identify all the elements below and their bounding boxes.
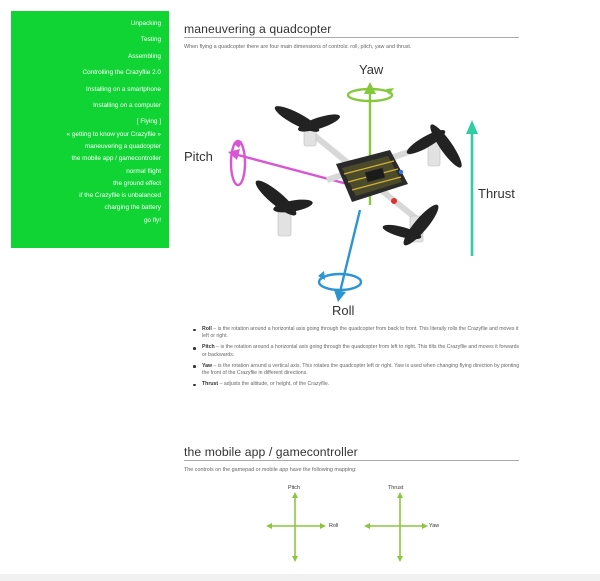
thrust-arrowhead bbox=[466, 120, 478, 134]
section-intro-maneuvering: When flying a quadcopter there are four main dimensions of controls: roll, pitch, yaw and thrust. bbox=[184, 44, 412, 50]
left-stick-pitch-label: Pitch bbox=[288, 485, 300, 491]
roll-axis-arrowhead bbox=[334, 290, 346, 302]
quadcopter-body bbox=[252, 102, 466, 249]
right-stick-yaw-label: Yaw bbox=[429, 523, 440, 529]
left-stick-roll-label: Roll bbox=[329, 523, 339, 529]
nav-item-mobile-app[interactable]: the mobile app / gamecontroller bbox=[71, 155, 161, 163]
nav-item-maneuvering[interactable]: maneuvering a quadcopter bbox=[84, 142, 161, 150]
right-stick-thrust-label: Thrust bbox=[388, 485, 404, 491]
nav-item-charging[interactable]: charging the battery bbox=[104, 204, 161, 212]
pitch-label: Pitch bbox=[184, 149, 213, 164]
left-stick-cross bbox=[266, 492, 326, 562]
list-item-roll: Roll – is the rotation around a horizontal axis going through the quadcopter from back to front. This literally rolls the Crazyflie and moves it left or right. bbox=[198, 326, 523, 341]
section-title-mobile-app: the mobile app / gamecontroller bbox=[184, 445, 519, 461]
nav-item-assembling[interactable]: Assembling bbox=[127, 52, 161, 60]
thrust-label: Thrust bbox=[478, 186, 515, 201]
list-item-yaw: Yaw – is the rotation around a vertical axis. This rotates the quadcopter left or right. Yaw is used when changing flying direction by pionting the front of the Crazyflie in different directions. bbox=[198, 363, 523, 378]
pitch-axis-arrowhead bbox=[228, 149, 240, 160]
bottom-bar bbox=[0, 574, 600, 581]
section-title-maneuvering: maneuvering a quadcopter bbox=[184, 22, 519, 38]
quadcopter-diagram bbox=[184, 60, 519, 320]
roll-axis-line bbox=[340, 210, 360, 292]
nav-item-unpacking[interactable]: Unpacking bbox=[130, 20, 161, 27]
nav-item-unbalanced[interactable]: if the Crazyflie is unbalanced bbox=[79, 192, 161, 200]
controls-list bbox=[198, 326, 523, 392]
nav-item-getting-to-know[interactable]: « getting to know your Crazyflie » bbox=[66, 130, 161, 138]
nav-item-go-fly[interactable]: go fly! bbox=[143, 216, 161, 224]
sidebar-nav bbox=[11, 11, 169, 248]
nav-item-installing-computer[interactable]: Installing on a computer bbox=[93, 101, 161, 109]
yaw-label: Yaw bbox=[359, 62, 384, 77]
roll-label: Roll bbox=[332, 303, 355, 318]
nav-item-flying[interactable]: [ Flying ] bbox=[136, 118, 161, 126]
section-intro-mobile-app: The controls on the gamepad or mobile app have the following mapping: bbox=[184, 467, 357, 473]
list-item-pitch: Pitch – is the rotation around a horizontal axis going through the quadcopter from left to right. This tilts the Crazyflie and moves it forwards or backwards. bbox=[198, 344, 523, 359]
nav-item-normal-flight[interactable]: normal flight bbox=[126, 167, 161, 175]
nav-item-testing[interactable]: Testing bbox=[140, 36, 161, 44]
nav-item-controlling[interactable]: Controlling the Crazyflie 2.0 bbox=[82, 69, 161, 77]
nav-item-installing-smartphone[interactable]: Installing on a smartphone bbox=[86, 85, 161, 93]
right-stick-cross bbox=[364, 492, 428, 562]
nav-item-ground-effect[interactable]: the ground effect bbox=[113, 179, 161, 187]
list-item-thrust: Thrust – adjusts the altitude, or height, of the Crazyflie. bbox=[198, 381, 523, 388]
pitch-rotation-ring bbox=[231, 141, 245, 185]
